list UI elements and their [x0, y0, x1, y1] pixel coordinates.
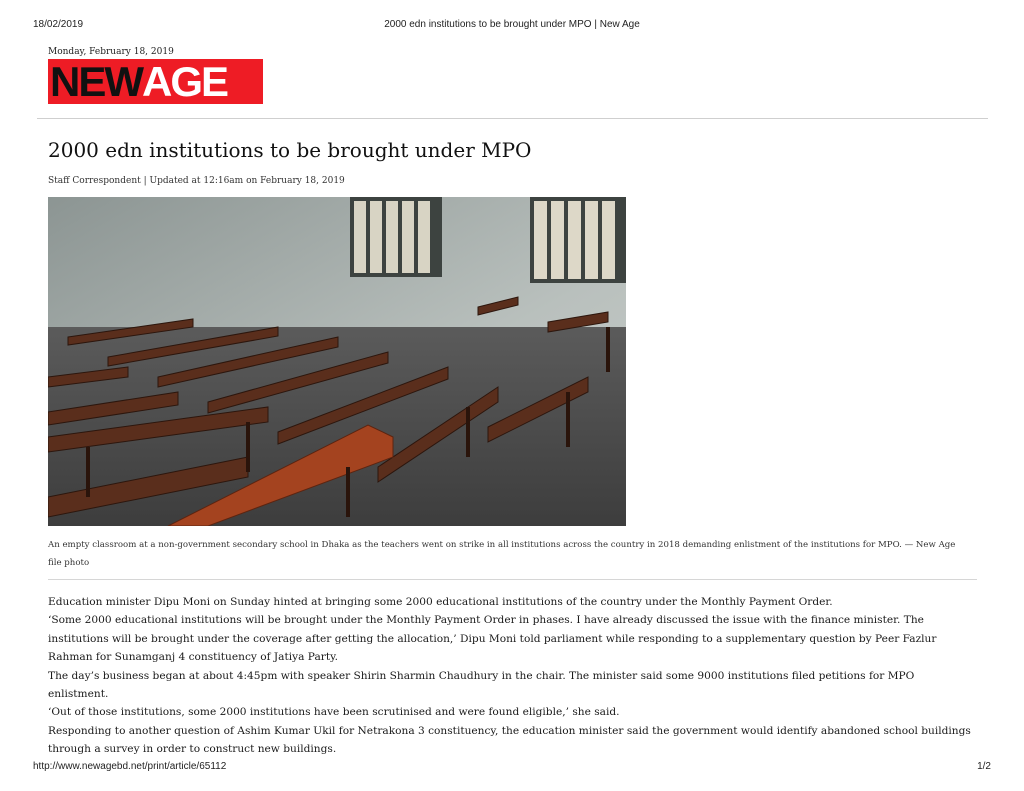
article-headline: 2000 edn institutions to be brought under MPO — [48, 138, 532, 162]
article-body — [48, 593, 978, 759]
print-header — [0, 19, 1024, 33]
header-divider — [37, 118, 988, 119]
caption-divider — [48, 579, 977, 580]
newage-logo[interactable] — [48, 59, 263, 104]
article-byline: Staff Correspondent | Updated at 12:16am on February 18, 2019 — [48, 176, 345, 186]
print-page-title: 2000 edn institutions to be brought under MPO | New Age — [384, 19, 640, 30]
print-date: 18/02/2019 — [33, 19, 84, 30]
page-number: 1/2 — [977, 761, 991, 772]
article-paragraph: ‘Some 2000 educational institutions will be brought under the Monthly Payment Order in phases. I have already discussed the issue with the finance minister. The institutions will be brought under the coverage after getting the allocation,’ Dipu Moni told parliament while responding to a supplementary question by Peer Fazlur Rahman for Sunamganj 4 constituency of Jatiya Party. — [48, 614, 937, 664]
print-footer — [0, 761, 1024, 775]
article-paragraph: ‘Out of those institutions, some 2000 institutions have been scrutinised and were found eligible,’ she said. — [48, 706, 620, 719]
logo-text-age: AGE — [142, 58, 228, 105]
article-paragraph: The day’s business began at about 4:45pm with speaker Shirin Sharmin Chaudhury in the chair. The minister said some 9000 institutions filed petitions for MPO enlistment. — [48, 669, 915, 701]
article-paragraph: Education minister Dipu Moni on Sunday hinted at bringing some 2000 educational institutions of the country under the Monthly Payment Order. — [48, 596, 833, 608]
photo-caption: An empty classroom at a non-government secondary school in Dhaka as the teachers went on strike in all institutions across the country in 2018 demanding enlistment of the institutions for MPO. — New Age file photo — [48, 540, 956, 568]
article-url-link[interactable]: http://www.newagebd.net/print/article/65112 — [33, 761, 227, 772]
article-paragraph: Responding to another question of Ashim Kumar Ukil for Netrakona 3 constituency, the education minister said the government would identify abandoned school buildings through a survey in order to construct new buildings. — [48, 724, 971, 756]
masthead-date: Monday, February 18, 2019 — [48, 47, 174, 57]
article-photo — [48, 197, 626, 526]
logo-text-new: NEW — [50, 58, 142, 105]
